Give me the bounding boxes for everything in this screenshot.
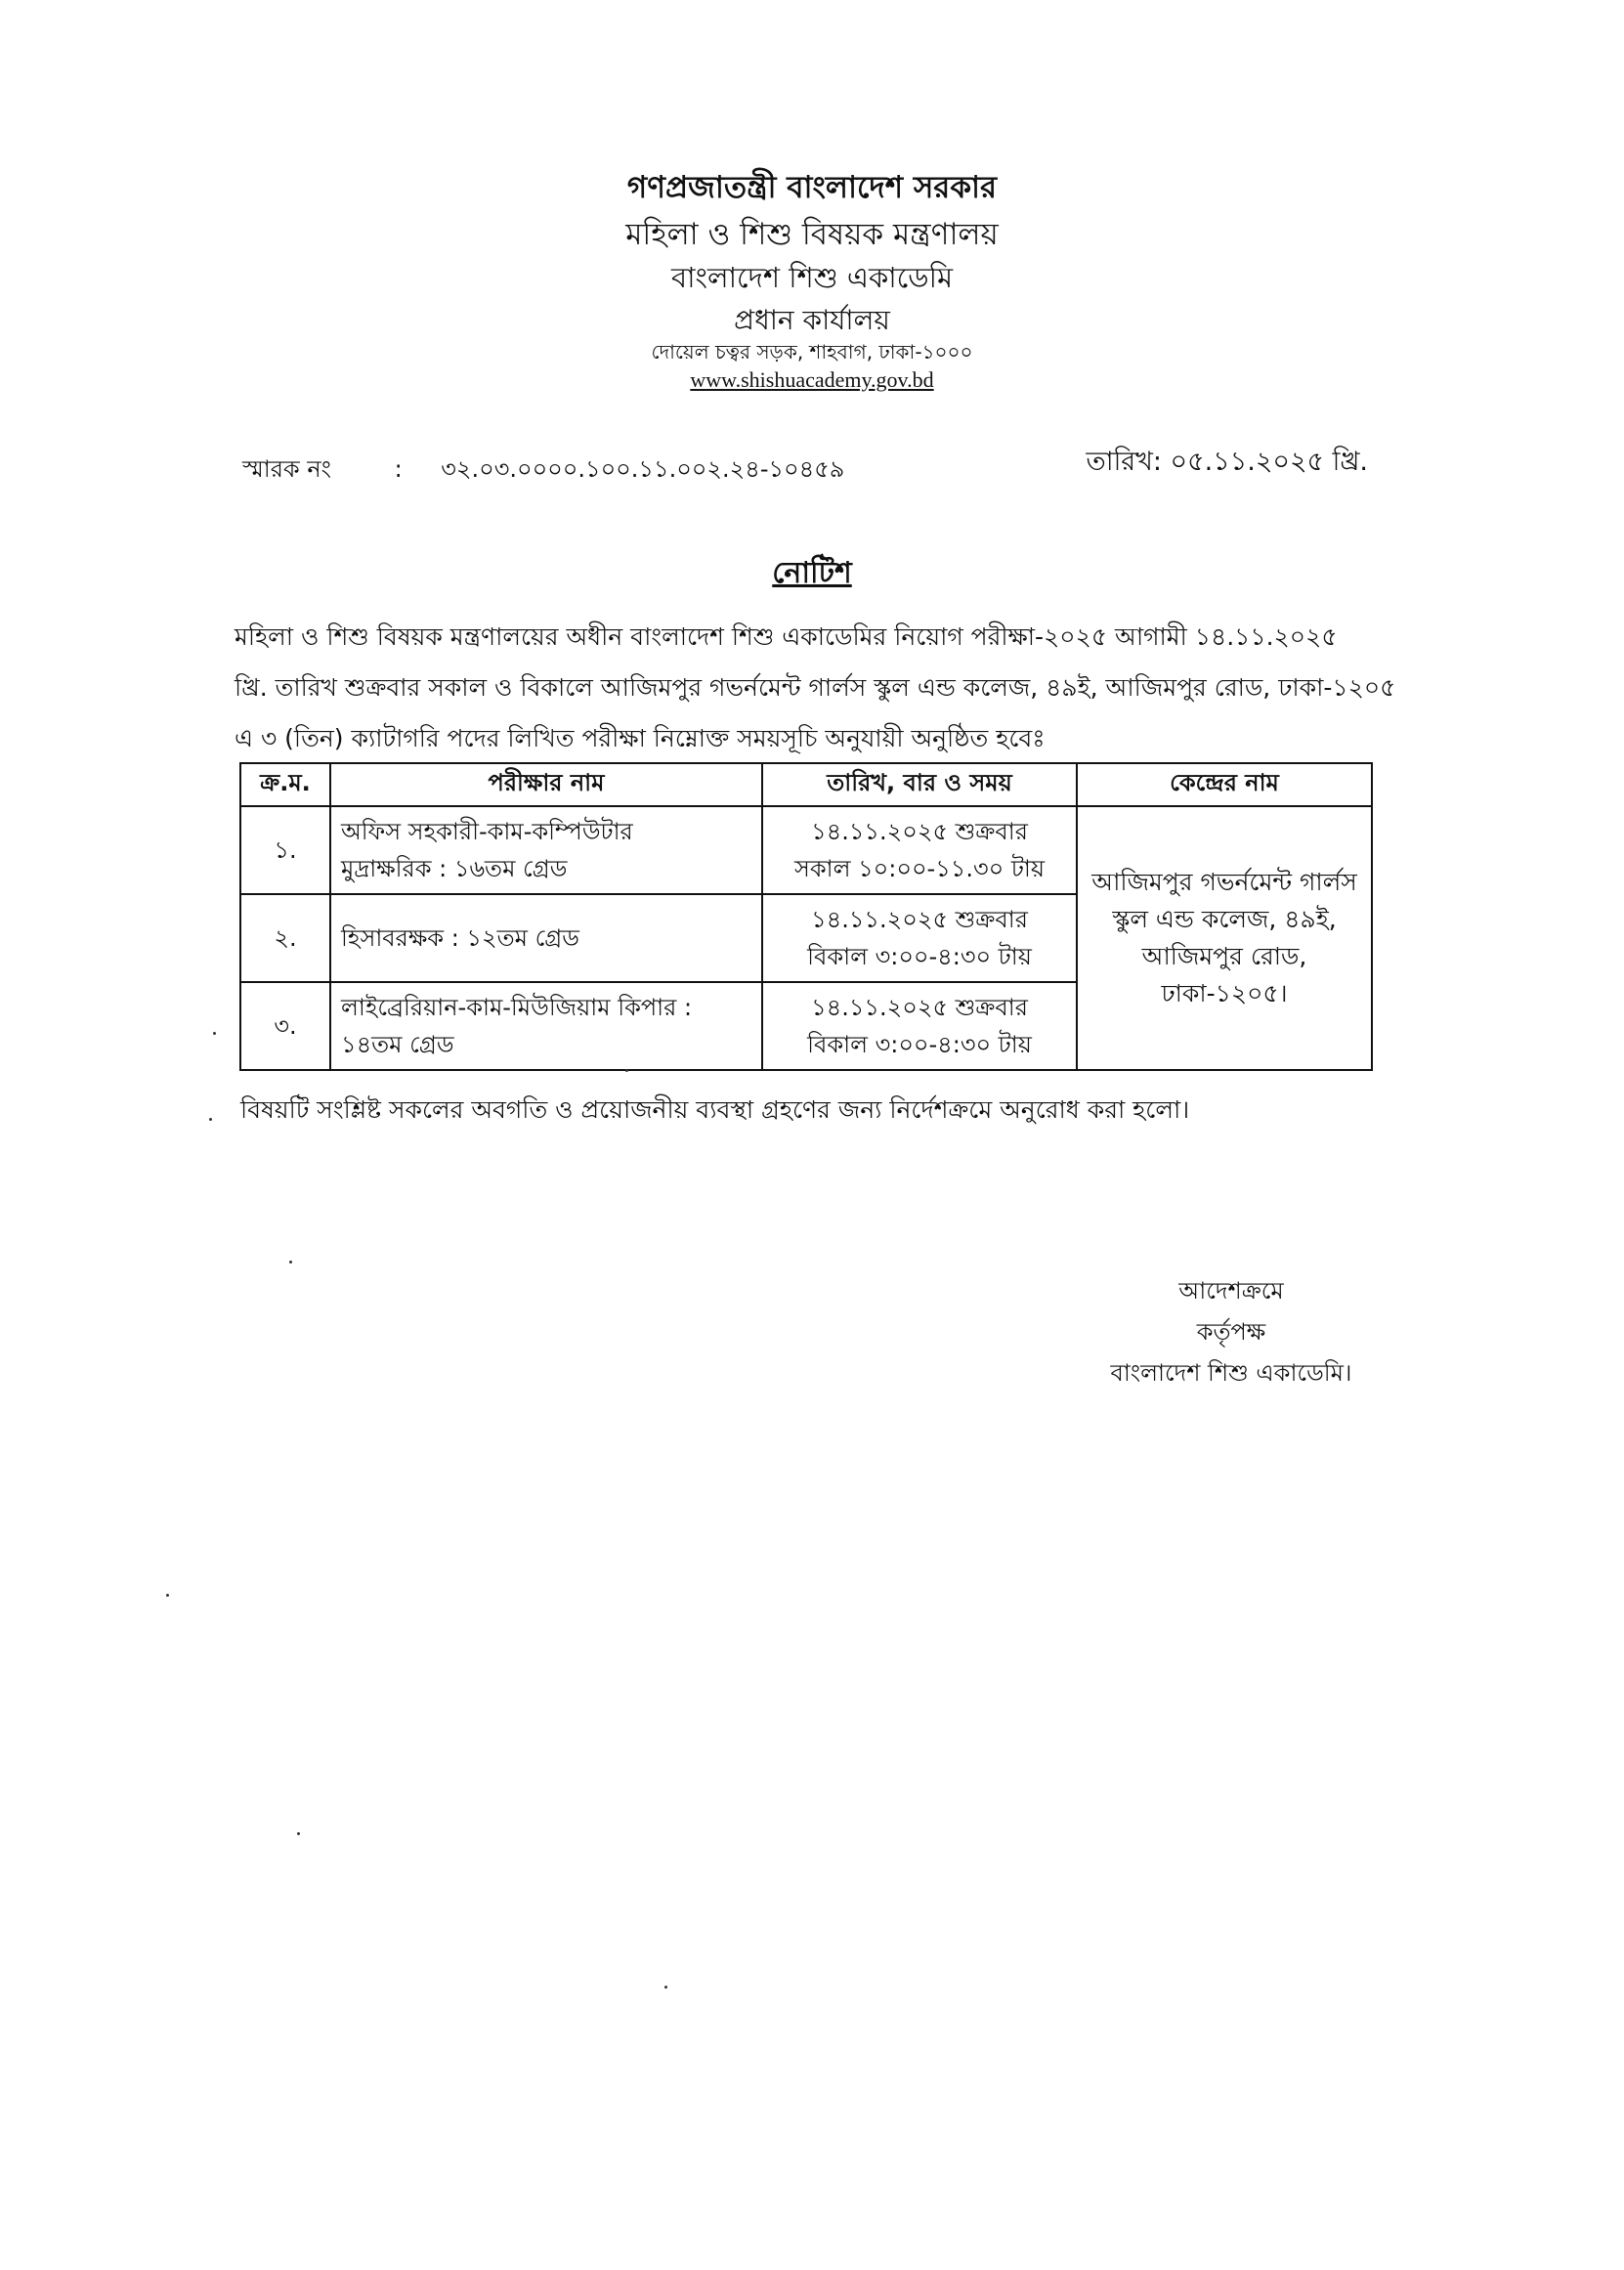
signature-line: কর্তৃপক্ষ bbox=[1196, 1318, 1266, 1346]
issue-date: তারিখ: ০৫.১১.২০২৫ খ্রি. bbox=[1086, 447, 1368, 477]
office-address: দোয়েল চত্বর সড়ক, শাহবাগ, ঢাকা-১০০০ bbox=[651, 340, 973, 364]
exam-schedule-table bbox=[239, 762, 1373, 1071]
exam-name-line: মুদ্রাক্ষরিক : ১৬তম গ্রেড bbox=[341, 855, 568, 882]
date-line: ১৪.১১.২০২৫ শুক্রবার bbox=[811, 818, 1028, 845]
header-date-time: তারিখ, বার ও সময় bbox=[762, 763, 1077, 806]
header-exam-name: পরীক্ষার নাম bbox=[330, 763, 762, 806]
academy-name: বাংলাদেশ শিশু একাডেমি bbox=[670, 261, 954, 294]
notice-body-line: এ ৩ (তিন) ক্যাটাগরি পদের লিখিত পরীক্ষা নিম্নোক্ত সময়সূচি অনুযায়ী অনুষ্ঠিত হবেঃ bbox=[235, 724, 1046, 752]
memo-label: স্মারক নং bbox=[242, 455, 331, 483]
row-serial: ৩. bbox=[240, 982, 330, 1070]
exam-name-text: অফিস সহকারী-কাম-কম্পিউটার bbox=[341, 818, 633, 845]
memo-number-row bbox=[242, 451, 844, 491]
notice-title: নোটিশ bbox=[772, 556, 852, 590]
scan-speck bbox=[289, 1261, 292, 1263]
header-serial: ক্র.ম. bbox=[240, 763, 330, 806]
exam-name-line: লাইব্রেরিয়ান-কাম-মিউজিয়াম কিপার : bbox=[341, 994, 693, 1021]
row-exam-name bbox=[330, 894, 762, 982]
time-line: বিকাল ৩:০০-৪:৩০ টায় bbox=[807, 1031, 1032, 1058]
date-line: ১৪.১১.২০২৫ শুক্রবার bbox=[811, 994, 1028, 1021]
time-line: সকাল ১০:০০-১১.৩০ টায় bbox=[793, 855, 1046, 882]
exam-name-line: ১৪তম গ্রেড bbox=[341, 1031, 454, 1058]
signature-line: আদেশক্রমে bbox=[1178, 1277, 1284, 1305]
center-line: স্কুল এন্ড কলেজ, ৪৯ই, bbox=[1112, 905, 1337, 933]
notice-body bbox=[235, 612, 1396, 764]
signature-line: বাংলাদেশ শিশু একাডেমি। bbox=[1110, 1359, 1352, 1387]
ministry-name: মহিলা ও শিশু বিষয়ক মন্ত্রণালয় bbox=[625, 217, 999, 252]
scan-speck bbox=[625, 1069, 628, 1072]
row-date-time bbox=[762, 806, 1077, 894]
table-row bbox=[240, 806, 1372, 894]
center-line: আজিমপুর গভর্নমেন্ট গার্লস bbox=[1091, 868, 1357, 896]
exam-center bbox=[1077, 806, 1372, 1070]
office-name: প্রধান কার্যালয় bbox=[734, 304, 890, 336]
row-serial: ১. bbox=[240, 806, 330, 894]
row-exam-name bbox=[330, 982, 762, 1070]
header-center: কেন্দ্রের নাম bbox=[1077, 763, 1372, 806]
row-date-time bbox=[762, 982, 1077, 1070]
scan-speck bbox=[209, 1118, 212, 1121]
scan-speck bbox=[297, 1832, 300, 1835]
notice-body-line: মহিলা ও শিশু বিষয়ক মন্ত্রণালয়ের অধীন বাংলাদেশ শিশু একাডেমির নিয়োগ পরীক্ষা-২০২৫ আগামী ১৪.১১.২০২৫ bbox=[235, 622, 1338, 651]
website-link[interactable]: www.shishuacademy.gov.bd bbox=[690, 367, 934, 392]
time-line: বিকাল ৩:০০-৪:৩০ টায় bbox=[807, 943, 1032, 970]
row-exam-name bbox=[330, 806, 762, 894]
closing-statement: বিষয়টি সংশ্লিষ্ট সকলের অবগতি ও প্রয়োজনীয় ব্যবস্থা গ্রহণের জন্য নির্দেশক্রমে অনুরোধ করা হলো। bbox=[240, 1095, 1190, 1124]
govt-title: গণপ্রজাতন্ত্রী বাংলাদেশ সরকার bbox=[626, 170, 998, 205]
scan-speck bbox=[166, 1594, 169, 1597]
center-line: আজিমপুর রোড, ঢাকা-১২০৫। bbox=[1141, 942, 1307, 1007]
signature-block bbox=[1085, 1270, 1378, 1393]
notice-body-line: খ্রি. তারিখ শুক্রবার সকাল ও বিকালে আজিমপুর গভর্নমেন্ট গার্লস স্কুল এন্ড কলেজ, ৪৯ই, আজিমপুর রোড, ঢাকা-১২০৫ bbox=[235, 673, 1396, 702]
exam-name-line bbox=[341, 813, 751, 850]
date-line: ১৪.১১.২০২৫ শুক্রবার bbox=[811, 906, 1028, 933]
memo-colon: : bbox=[394, 455, 403, 483]
row-serial: ২. bbox=[240, 894, 330, 982]
exam-name-line: হিসাবরক্ষক : ১২তম গ্রেড bbox=[341, 924, 579, 952]
scan-speck bbox=[213, 1032, 216, 1035]
scan-speck bbox=[664, 1986, 667, 1989]
table-header-row bbox=[240, 763, 1372, 806]
memo-number: ৩২.০৩.০০০০.১০০.১১.০০২.২৪-১০৪৫৯ bbox=[441, 455, 845, 483]
row-date-time bbox=[762, 894, 1077, 982]
